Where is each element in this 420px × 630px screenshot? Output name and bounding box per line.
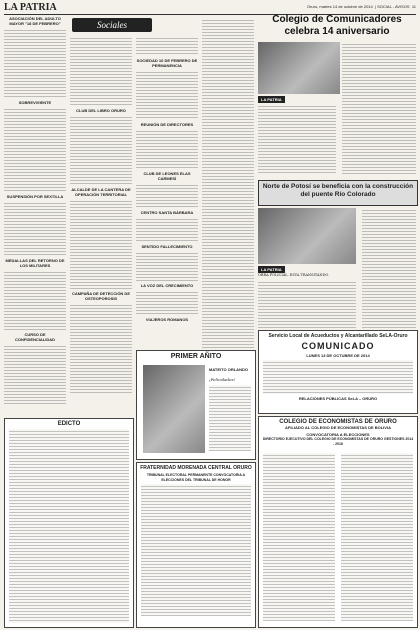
text-block <box>258 280 356 328</box>
text-block <box>136 70 198 120</box>
text-block <box>202 18 254 348</box>
economistas-subtitle: AFILIADO AL COLEGIO DE ECONOMISTAS DE BOLIVIA <box>285 425 391 430</box>
col2-head-1: CLUB DEL LIBRO ORURO <box>76 108 126 113</box>
sela-header: COMUNICADO <box>301 341 375 351</box>
edicto-notice <box>4 418 134 628</box>
fraternidad-notice <box>136 462 256 628</box>
birthday-name: MATEITO ORLANDO <box>209 367 248 372</box>
baby-photo <box>143 365 205 453</box>
dateline: Oruro, martes 14 de octubre de 2014 | SOCIAL - AVISOS 11 <box>306 4 416 9</box>
col2-head-2: ALCALDE DE LA CANTERA DE OPERACIÓN TERRITORIAL <box>71 187 131 197</box>
fraternidad-title: FRATERNIDAD MORENADA CENTRAL ORURO <box>140 465 252 471</box>
text-block <box>136 183 198 208</box>
text-block <box>141 484 251 616</box>
norte-caption: OBRA POLICIAL. ESTA TRANSITANDO. <box>258 273 330 277</box>
economistas-notice <box>258 416 418 628</box>
text-block <box>209 385 251 451</box>
economistas-convocatoria: CONVOCATORIA A ELECCIONES <box>306 432 370 437</box>
text-block <box>342 42 416 174</box>
norte-photo <box>258 208 356 264</box>
sociales-header: Sociales <box>72 18 152 32</box>
norte-title: Norte de Potosí se beneficia con la construcción del puente Río Colorado <box>262 183 414 198</box>
edicto-title: EDICTO <box>57 421 81 427</box>
col3-head-3: CLUB DE LEONES ELAS CARMESÍ <box>143 171 191 181</box>
norte-title-box <box>258 180 418 206</box>
text-block <box>9 429 129 623</box>
col2-head-3: CAMPAÑA DE DETECCIÓN DE OSTEOPOROSIS <box>71 291 130 301</box>
sela-comunicado <box>258 330 418 414</box>
date-text: Oruro, martes 14 de octubre de 2014 <box>306 4 373 9</box>
economistas-title: COLEGIO DE ECONOMISTAS DE ORURO <box>279 419 397 425</box>
top-story <box>258 14 416 174</box>
sela-title: Servicio Local de Acueductos y Alcantarillado SeLA-Oruro <box>268 333 408 339</box>
column-2 <box>70 36 132 416</box>
sela-signature: RELACIONES PÚBLICAS SeLA – ORURO <box>298 396 378 401</box>
text-block <box>70 199 132 289</box>
text-block <box>136 290 198 315</box>
left-head-4: CURSO DE CONFIDENCIALIDAD <box>15 332 55 342</box>
birthday-label: PRIMER AÑITO <box>170 353 222 360</box>
col3-head-4: CENTRO SANTA BÁRBARA <box>140 210 194 215</box>
text-block <box>4 344 66 404</box>
text-block <box>136 36 198 56</box>
text-block <box>4 28 66 98</box>
economistas-directorio: DIRECTORIO EJECUTIVO DEL COLEGIO DE ECONOMISTAS DE ORURO GESTIONES 2014 - 2016 <box>262 437 414 446</box>
norte-label: LA PATRIA <box>258 266 285 273</box>
col3-head-1: SOCIEDAD 10 DE FEBRERO DE PERMANENCIA <box>136 58 198 68</box>
text-block <box>263 360 413 394</box>
text-block <box>258 104 336 174</box>
col3-head-6: LA VOZ DEL CRECIMIENTO <box>140 283 194 288</box>
left-head-1: ASOCIACIÓN DEL ADULTO MAYOR "18 DE FEBRERO" <box>9 16 61 26</box>
col3-head-2: REUNIÓN DE DIRECTORES <box>140 122 194 127</box>
text-block <box>4 107 66 192</box>
birthday-caption: ¡Felicidades! <box>209 377 236 382</box>
text-block <box>362 208 416 328</box>
col3-head-7: VIAJEROS ROMANOS <box>145 317 189 322</box>
left-column <box>4 16 66 416</box>
text-block <box>4 270 66 330</box>
text-block <box>136 251 198 281</box>
sela-date: LUNES 13 DE OCTUBRE DE 2014 <box>306 353 370 358</box>
top-story-photo <box>258 42 340 94</box>
text-block <box>263 453 335 621</box>
text-block <box>70 303 132 393</box>
text-block <box>70 36 132 106</box>
text-block <box>70 115 132 185</box>
top-story-title: Colegio de Comunicadores celebra 14 aniversario <box>272 14 402 37</box>
left-head-2: SOBREVIVIENTE <box>18 100 52 105</box>
birthday-notice <box>136 350 256 460</box>
section-label: SOCIAL - AVISOS <box>377 4 410 9</box>
col3-head-5: SENTIDO FALLECIMIENTO <box>141 244 193 249</box>
column-4 <box>202 18 254 348</box>
text-block <box>4 201 66 256</box>
text-block <box>136 129 198 169</box>
page-number: 11 <box>411 4 416 9</box>
left-head-3: SUSPENSIÓN POR SEXTILLA <box>6 194 64 199</box>
column-3 <box>136 36 198 346</box>
norte-story <box>258 180 416 330</box>
left-head-5: MEDALLAS DEL RETORNO DE LOS MILITARES <box>5 258 65 268</box>
text-block <box>136 217 198 242</box>
newspaper-logo: LA PATRIA <box>4 2 57 13</box>
text-block <box>341 453 413 621</box>
top-story-label: LA PATRIA <box>258 96 285 103</box>
fraternidad-subtitle: TRIBUNAL ELECTORAL PERMANENTE CONVOCATORIA A ELECCIONES DEL TRIBUNAL DE HONOR <box>146 473 246 482</box>
